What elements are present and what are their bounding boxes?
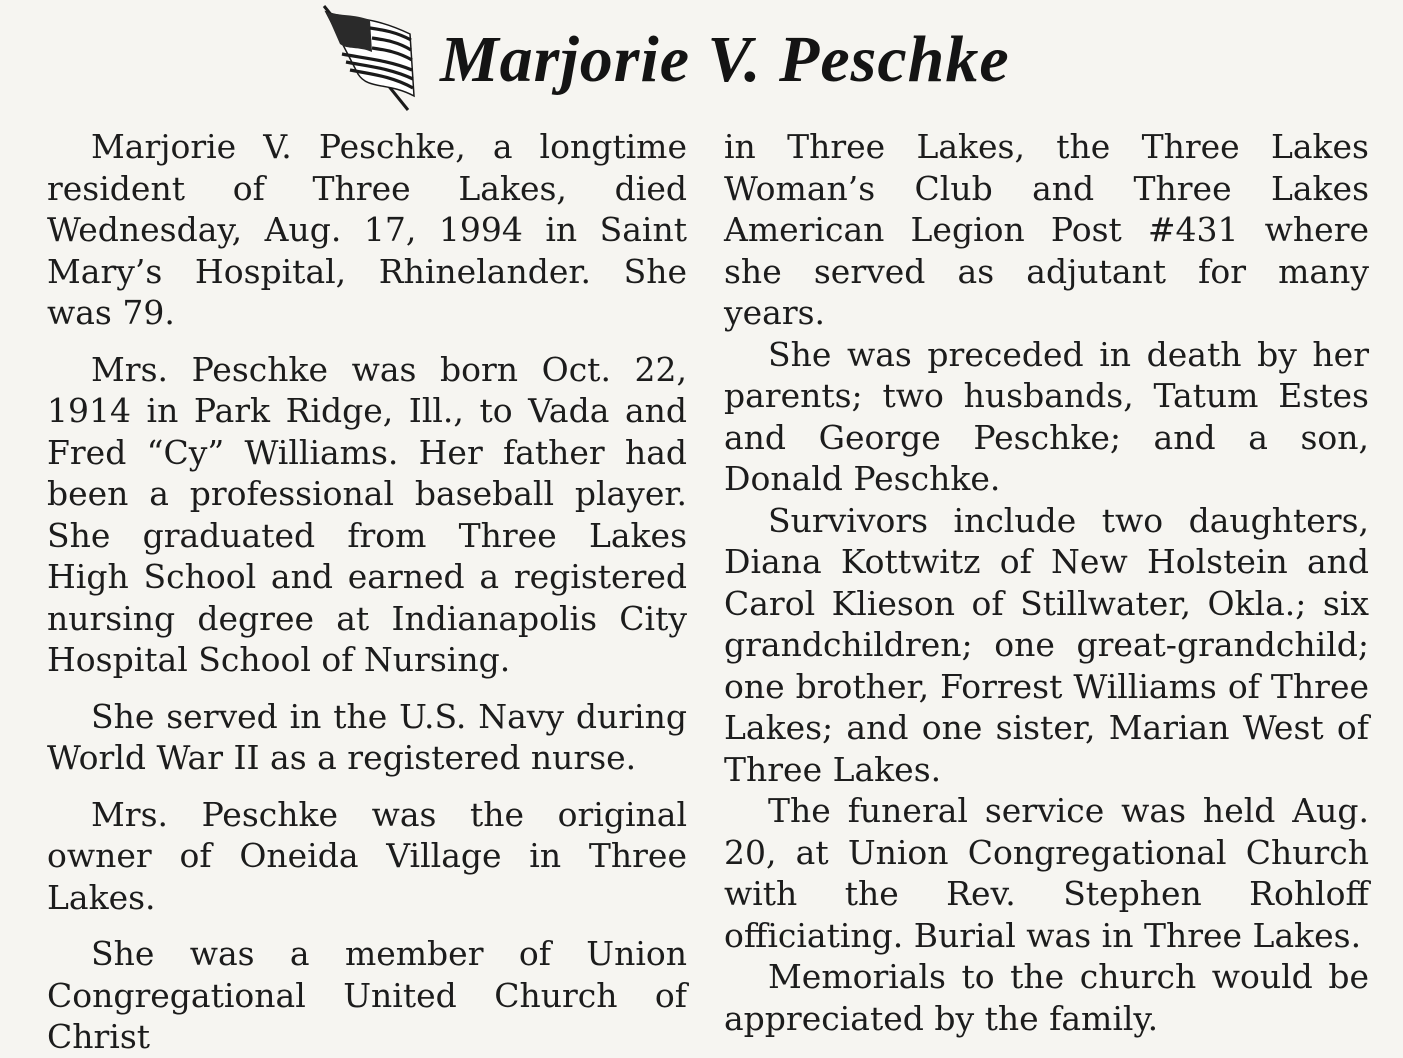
obituary-title: Marjorie V. Peschke [440,23,1010,96]
paragraph-memberships: She was a member of Union Congregational United Church of Christ [47,934,687,1056]
paragraph-memorials: Memorials to the church would be appreciated by the family. [724,957,1369,1038]
paragraph-oneida-village: Mrs. Peschke was the original owner of Oneida Village in Three Lakes. [47,794,687,917]
right-column [724,126,1369,1039]
left-column [47,126,687,1058]
american-flag-icon [318,4,418,114]
paragraph-memberships-continued: in Three Lakes, the Three Lakes Woman’s Club and Three Lakes American Legion Post #431 where she served as adjutant for many years. [724,127,1369,332]
paragraph-survivors: Survivors include two daughters, Diana Kottwitz of New Holstein and Carol Klieson of Stillwater, Okla.; six grandchildren; one great-grandchild; one brother, Forrest Williams of Three Lakes; and one sister, Marian West of Three Lakes. [724,500,1369,789]
paragraph-death-notice: Marjorie V. Peschke, a longtime resident of Three Lakes, died Wednesday, Aug. 17, 1994 in Saint Mary’s Hospital, Rhinelander. She was 79. [47,127,687,332]
paragraph-navy-service: She served in the U.S. Navy during World War II as a registered nurse. [47,696,687,777]
paragraph-funeral-service: The funeral service was held Aug. 20, at Union Congregational Church with the Rev. Stephen Rohloff officiating. Burial was in Three Lakes. [724,791,1369,955]
paragraph-biography: Mrs. Peschke was born Oct. 22, 1914 in Park Ridge, Ill., to Vada and Fred “Cy” Williams. Her father had been a professional baseball player. She graduated from Three Lakes High School and earned a registered nursing degree at Indianapolis City Hospital School of Nursing. [47,349,687,679]
paragraph-preceded-in-death: She was preceded in death by her parents; two husbands, Tatum Estes and George Peschke; and a son, Donald Peschke. [724,334,1369,498]
